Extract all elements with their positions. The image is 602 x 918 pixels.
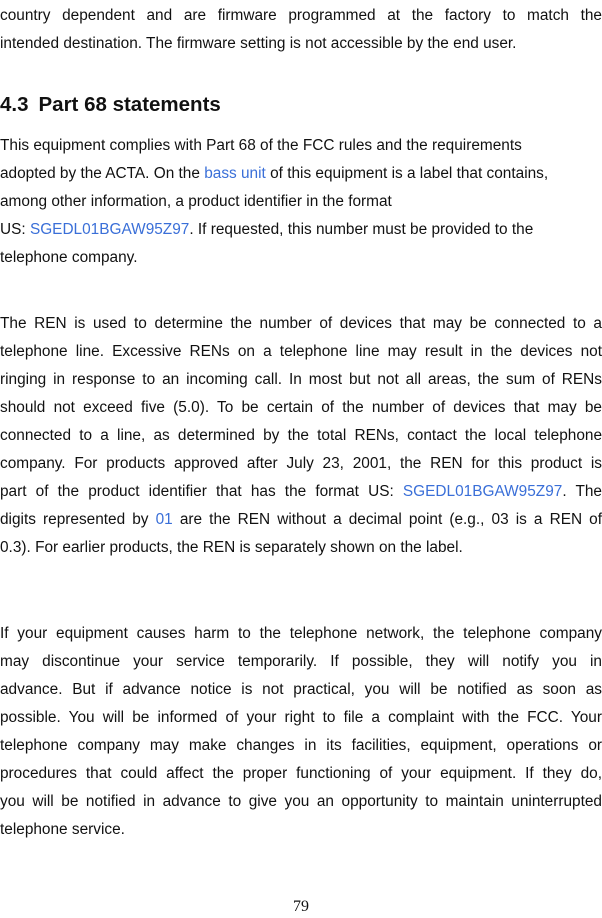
text-run: part of the product identifier that has the format US: xyxy=(0,483,403,500)
harm-paragraph xyxy=(0,620,602,844)
intro-line-1: country dependent and are firmware programmed at the factory to match the xyxy=(0,7,602,24)
harm-line-1: If your equipment causes harm to the telephone network, the telephone company xyxy=(0,625,602,642)
ren-line-7 xyxy=(0,478,602,506)
ren-line-6: company. For products approved after July 23, 2001, the REN for this product is xyxy=(0,455,602,472)
bass-unit-highlight: bass unit xyxy=(204,165,266,182)
harm-line-5: telephone company may make changes in its facilities, equipment, operations or xyxy=(0,737,602,754)
text-run: . If requested, this number must be provided to the xyxy=(189,221,534,238)
ren-line-3: ringing in response to an incoming call. In most but not all areas, the sum of RENs xyxy=(0,371,602,388)
part68-line-5: telephone company. xyxy=(0,249,138,266)
product-identifier-highlight: SGEDL01BGAW95Z97 xyxy=(29,221,190,238)
part68-line-4 xyxy=(0,216,602,244)
ren-paragraph xyxy=(0,310,602,562)
part68-line-2 xyxy=(0,160,602,188)
part68-paragraph xyxy=(0,132,602,272)
product-identifier-highlight: SGEDL01BGAW95Z97 xyxy=(402,483,563,500)
page-number: 79 xyxy=(293,898,309,915)
harm-line-8: telephone service. xyxy=(0,821,125,838)
harm-line-7: you will be notified in advance to give you an opportunity to maintain uninterrupted xyxy=(0,793,602,810)
ren-line-9: 0.3). For earlier products, the REN is separately shown on the label. xyxy=(0,539,463,556)
harm-line-6: procedures that could affect the proper functioning of your equipment. If they do, xyxy=(0,765,602,782)
ren-line-2: telephone line. Excessive RENs on a telephone line may result in the devices not xyxy=(0,343,602,360)
ren-line-5: connected to a line, as determined by the total RENs, contact the local telephone xyxy=(0,427,602,444)
text-run: . The xyxy=(562,483,602,500)
text-run: US: xyxy=(0,221,30,238)
ren-line-1: The REN is used to determine the number of devices that may be connected to a xyxy=(0,315,602,332)
text-run: digits represented by xyxy=(0,511,156,528)
intro-line-2: intended destination. The firmware setting is not accessible by the end user. xyxy=(0,35,517,52)
text-run: of this equipment is a label that contains, xyxy=(265,165,549,182)
section-title: Part 68 statements xyxy=(38,93,221,116)
text-run: are the REN without a decimal point (e.g., 03 is a REN of xyxy=(172,511,602,528)
section-heading xyxy=(0,90,221,120)
part68-line-1: This equipment complies with Part 68 of the FCC rules and the requirements xyxy=(0,137,522,154)
harm-line-4: possible. You will be informed of your right to file a complaint with the FCC. Your xyxy=(0,709,602,726)
section-number: 4.3 xyxy=(0,93,29,116)
text-run: adopted by the ACTA. On the xyxy=(0,165,205,182)
harm-line-2: may discontinue your service temporarily. If possible, they will notify you in xyxy=(0,653,602,670)
ren-digits-highlight: 01 xyxy=(155,511,173,528)
ren-line-8 xyxy=(0,506,602,534)
harm-line-3: advance. But if advance notice is not practical, you will be notified as soon as xyxy=(0,681,602,698)
intro-paragraph xyxy=(0,2,602,58)
ren-line-4: should not exceed five (5.0). To be certain of the number of devices that may be xyxy=(0,399,602,416)
part68-line-3: among other information, a product identifier in the format xyxy=(0,193,392,210)
